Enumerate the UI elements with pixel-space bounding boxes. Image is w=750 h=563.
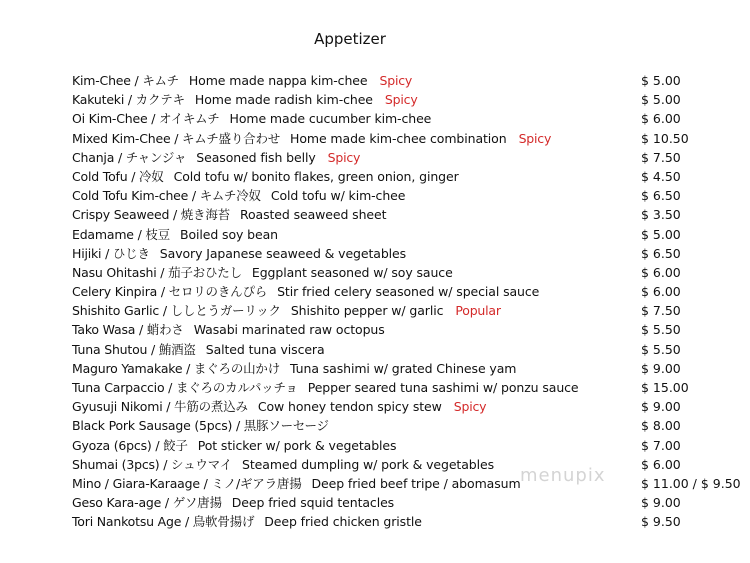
menu-item (0, 167, 750, 186)
item-description: Home made cucumber kim-chee (229, 111, 432, 127)
item-description: Cow honey tendon spicy stew (257, 399, 442, 415)
item-price: $ 6.50 (641, 188, 681, 204)
item-description: Shishito pepper w/ garlic (290, 303, 444, 319)
item-name: Tori Nankotsu Age / 鳥軟骨揚げ (72, 514, 255, 530)
item-description: Salted tuna viscera (205, 341, 325, 357)
menu-item (0, 148, 750, 167)
item-name: Black Pork Sausage (5pcs) / 黒豚ソーセージ (72, 418, 329, 434)
item-description: Deep fried squid tentacles (231, 495, 395, 511)
menu-item (0, 512, 750, 531)
item-price: $ 7.00 (641, 437, 681, 453)
item-name: Gyusuji Nikomi / 牛筋の煮込み (72, 399, 248, 415)
item-name: Tuna Carpaccio / まぐろのカルパッチョ (72, 380, 298, 395)
menu-item (0, 90, 750, 109)
item-description: Cold tofu w/ kim-chee (270, 188, 406, 204)
item-price: $ 5.50 (641, 341, 681, 357)
item-price: $ 15.00 (641, 380, 689, 395)
menu-item (0, 186, 750, 205)
item-name: Kakuteki / カクテキ (72, 92, 185, 108)
item-price: $ 8.00 (641, 418, 681, 434)
item-name: Celery Kinpira / セロリのきんぴら (72, 284, 268, 300)
item-description: Stir fried celery seasoned w/ special sauce (277, 284, 540, 300)
item-price: $ 5.00 (641, 226, 681, 242)
menu-item (0, 474, 750, 493)
item-tag: Spicy (453, 399, 487, 415)
item-name: Maguro Yamakake / まぐろの山かけ (72, 360, 281, 376)
menu-item (0, 301, 750, 320)
item-name: Shishito Garlic / ししとうガーリック (72, 303, 281, 319)
item-price: $ 9.50 (641, 514, 681, 530)
item-description: Deep fried beef tripe / abomasum (311, 475, 521, 491)
item-name: Oi Kim-Chee / オイキムチ (72, 111, 220, 127)
item-price: $ 6.50 (641, 245, 681, 261)
menu-item (0, 129, 750, 148)
item-price: $ 3.50 (641, 207, 681, 223)
item-tag: Spicy (379, 73, 413, 88)
item-name: Cold Tofu Kim-chee / キムチ冷奴 (72, 188, 261, 204)
menu-item (0, 225, 750, 244)
menu-item (0, 320, 750, 339)
item-name: Mino / Giara-Karaage / ミノ/ギアラ唐揚 (72, 475, 302, 491)
menu-item (0, 263, 750, 282)
menu-item (0, 436, 750, 455)
item-price: $ 9.00 (641, 399, 681, 415)
item-description: Savory Japanese seaweed & vegetables (159, 245, 407, 261)
menu-item (0, 205, 750, 224)
item-price: $ 11.00 / $ 9.50 (641, 475, 741, 491)
item-price: $ 5.50 (641, 322, 681, 338)
item-price: $ 5.00 (641, 92, 681, 108)
menu-item (0, 71, 750, 90)
item-price: $ 7.50 (641, 149, 681, 165)
item-tag: Popular (455, 303, 501, 319)
item-price: $ 9.00 (641, 360, 681, 376)
item-name: Mixed Kim-Chee / キムチ盛り合わせ (72, 130, 281, 146)
item-description: Boiled soy bean (179, 226, 278, 242)
item-description: Home made kim-chee combination (290, 130, 507, 146)
item-name: Tako Wasa / 蛸わさ (72, 322, 184, 338)
item-name: Gyoza (6pcs) / 餃子 (72, 437, 188, 453)
item-description: Roasted seaweed sheet (239, 207, 387, 223)
item-description: Pot sticker w/ pork & vegetables (197, 437, 397, 453)
menu-list (0, 71, 750, 532)
item-name: Hijiki / ひじき (72, 245, 150, 261)
item-description: Pepper seared tuna sashimi w/ ponzu sauce (307, 380, 579, 395)
menu-item (0, 282, 750, 301)
item-name: Shumai (3pcs) / シュウマイ (72, 456, 233, 472)
item-name: Edamame / 枝豆 (72, 226, 170, 242)
item-price: $ 9.00 (641, 495, 681, 511)
menu-item (0, 493, 750, 512)
item-name: Geso Kara-age / ゲソ唐揚 (72, 495, 222, 511)
menu-item (0, 378, 750, 397)
item-description: Wasabi marinated raw octopus (193, 322, 385, 338)
item-description: Deep fried chicken gristle (264, 514, 422, 530)
item-description: Steamed dumpling w/ pork & vegetables (242, 456, 494, 472)
item-name: Kim-Chee / キムチ (72, 73, 179, 88)
item-description: Home made nappa kim-chee (188, 73, 368, 88)
page-title: Appetizer (314, 30, 386, 48)
item-price: $ 6.00 (641, 284, 681, 300)
item-description: Eggplant seasoned w/ soy sauce (251, 264, 453, 280)
item-description: Seasoned fish belly (196, 149, 316, 165)
item-tag: Spicy (518, 130, 552, 146)
item-price: $ 6.00 (641, 456, 681, 472)
item-price: $ 6.00 (641, 111, 681, 127)
item-name: Chanja / チャンジャ (72, 149, 187, 165)
item-price: $ 6.00 (641, 264, 681, 280)
item-name: Tuna Shutou / 鮪酒盗 (72, 341, 196, 357)
item-price: $ 7.50 (641, 303, 681, 319)
item-tag: Spicy (384, 92, 418, 108)
item-description: Cold tofu w/ bonito flakes, green onion, ginger (173, 168, 459, 184)
menu-item (0, 359, 750, 378)
menu-item (0, 455, 750, 474)
item-tag: Spicy (327, 149, 361, 165)
item-description: Tuna sashimi w/ grated Chinese yam (290, 360, 517, 376)
menu-item (0, 340, 750, 359)
item-price: $ 5.00 (641, 73, 681, 88)
menu-item (0, 244, 750, 263)
item-name: Nasu Ohitashi / 茄子おひたし (72, 264, 242, 280)
menu-item (0, 109, 750, 128)
menu-item (0, 416, 750, 435)
menu-item (0, 397, 750, 416)
item-name: Cold Tofu / 冷奴 (72, 168, 164, 184)
item-description: Home made radish kim-chee (194, 92, 373, 108)
item-name: Crispy Seaweed / 焼き海苔 (72, 207, 230, 223)
item-price: $ 10.50 (641, 130, 689, 146)
watermark: menupix (520, 465, 606, 486)
item-price: $ 4.50 (641, 168, 681, 184)
